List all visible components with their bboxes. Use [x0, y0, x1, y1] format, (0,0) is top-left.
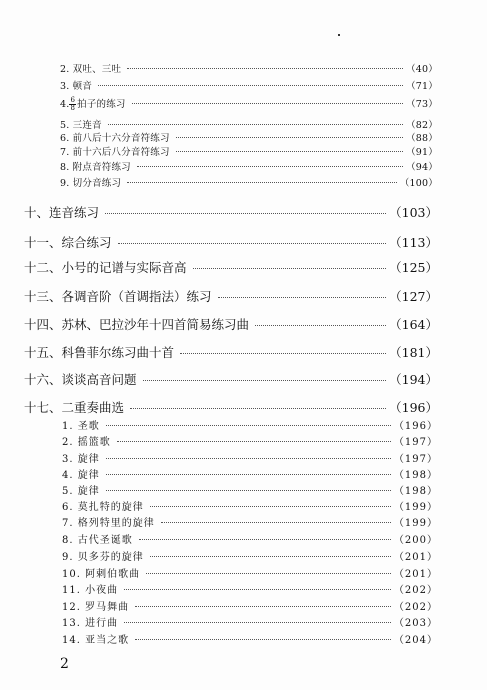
- toc-page: （198）: [393, 470, 438, 481]
- item-text: 拍子的练习: [77, 99, 126, 110]
- toc-section[interactable]: [24, 398, 438, 416]
- toc-label: 9. 贝多芬的旋律: [62, 552, 144, 563]
- toc-page: （73）: [406, 99, 438, 110]
- item-number: 4.: [60, 99, 70, 110]
- toc-label: 2. 摇篮歌: [62, 437, 111, 448]
- toc-duet-item[interactable]: [62, 581, 438, 596]
- toc-label: 11. 小夜曲: [62, 585, 119, 596]
- dot-leader: [106, 474, 391, 475]
- toc-subitem[interactable]: [60, 96, 438, 112]
- toc-page: （125）: [389, 260, 438, 275]
- toc-page: （202）: [393, 585, 438, 596]
- toc-page: （91）: [406, 147, 438, 158]
- toc-duet-item[interactable]: [62, 531, 438, 546]
- dot-leader: [98, 85, 403, 86]
- toc-subitem[interactable]: [60, 175, 438, 189]
- dot-leader: [106, 458, 391, 459]
- toc-label: 9. 切分音练习: [60, 178, 122, 189]
- toc-page: （200）: [393, 535, 438, 546]
- toc-section[interactable]: [24, 258, 438, 276]
- dot-leader: [132, 103, 403, 104]
- toc-label: 8. 附点音符练习: [60, 162, 131, 173]
- toc-label: 7. 前十六后八分音符练习: [60, 147, 170, 158]
- toc-subitem[interactable]: [60, 159, 438, 173]
- toc-duet-item[interactable]: [62, 433, 438, 448]
- toc-label: 十六、谈谈高音问题: [24, 372, 137, 387]
- dot-leader: [130, 408, 386, 409]
- dot-leader: [143, 380, 387, 381]
- toc-label: 8. 古代圣诞歌: [62, 535, 133, 546]
- toc-page: （82）: [406, 120, 438, 131]
- toc-section[interactable]: [24, 203, 438, 221]
- toc-duet-item[interactable]: [62, 548, 438, 563]
- toc-label: 3. 顿音: [60, 81, 93, 92]
- fraction-numerator: 6: [70, 96, 76, 104]
- dot-leader: [180, 353, 386, 354]
- dot-leader: [127, 182, 397, 183]
- toc-page: （198）: [393, 486, 438, 497]
- toc-page: （100）: [399, 178, 438, 189]
- toc-label: 7. 格列特里的旋律: [62, 518, 155, 529]
- toc-page: （197）: [393, 437, 438, 448]
- dot-leader: [176, 137, 403, 138]
- scan-dot: [338, 34, 340, 36]
- dot-leader: [135, 606, 391, 607]
- toc-page: （199）: [393, 502, 438, 513]
- toc-duet-item[interactable]: [62, 514, 438, 529]
- dot-leader: [193, 268, 387, 269]
- toc-label: 十二、小号的记谱与实际音高: [24, 260, 187, 275]
- dot-leader: [135, 639, 391, 640]
- toc-duet-item[interactable]: [62, 450, 438, 465]
- toc-label: 1. 圣歌: [62, 421, 100, 432]
- dot-leader: [255, 325, 386, 326]
- dot-leader: [106, 425, 391, 426]
- fraction-denominator: 8: [70, 104, 76, 112]
- dot-leader: [150, 506, 391, 507]
- toc-section[interactable]: [24, 370, 438, 388]
- toc-label: 2. 双吐、三吐: [60, 64, 122, 75]
- toc-page: （94）: [406, 162, 438, 173]
- toc-page: （88）: [406, 133, 438, 144]
- toc-page: （181）: [389, 345, 438, 360]
- toc-duet-item[interactable]: [62, 498, 438, 513]
- time-signature-fraction: [69, 97, 76, 112]
- toc-label: 十七、二重奏曲选: [24, 400, 125, 415]
- toc-page: （204）: [393, 635, 438, 646]
- toc-page: （197）: [393, 454, 438, 465]
- toc-label: 十五、科鲁菲尔练习曲十首: [24, 345, 175, 360]
- toc-duet-item[interactable]: [62, 614, 438, 629]
- toc-section[interactable]: [24, 315, 438, 333]
- toc-label: 5. 旋律: [62, 486, 100, 497]
- dot-leader: [105, 213, 386, 214]
- toc-page: （103）: [389, 205, 438, 220]
- dot-leader: [106, 490, 391, 491]
- toc-label: 十三、各调音阶（首调指法）练习: [24, 289, 212, 304]
- toc-label: 12. 罗马舞曲: [62, 602, 130, 613]
- dot-leader: [176, 151, 403, 152]
- page-number: 2: [60, 656, 69, 672]
- toc-page: （113）: [389, 235, 438, 250]
- toc-label: 13. 进行曲: [62, 618, 119, 629]
- toc-page: （196）: [393, 421, 438, 432]
- toc-subitem[interactable]: [60, 144, 438, 158]
- dot-leader: [124, 622, 391, 623]
- dot-leader: [139, 539, 391, 540]
- toc-label: 3. 旋律: [62, 454, 100, 465]
- dot-leader: [124, 589, 391, 590]
- toc-page: （203）: [393, 618, 438, 629]
- toc-label: 4. 旋律: [62, 470, 100, 481]
- dot-leader: [218, 297, 387, 298]
- toc-duet-item[interactable]: [62, 482, 438, 497]
- dot-leader: [127, 68, 403, 69]
- toc-section[interactable]: [24, 233, 438, 251]
- toc-page: （71）: [406, 81, 438, 92]
- toc-duet-item[interactable]: [62, 466, 438, 481]
- toc-label: 5. 三连音: [60, 120, 102, 131]
- toc-page: （202）: [393, 602, 438, 613]
- dot-leader: [146, 573, 391, 574]
- toc-subitem[interactable]: [60, 61, 438, 75]
- toc-label: 14. 亚当之歌: [62, 635, 130, 646]
- toc-label: 十、连音练习: [24, 205, 100, 220]
- toc-duet-item[interactable]: [62, 417, 438, 432]
- toc-label: 10. 阿剌伯歌曲: [62, 569, 141, 580]
- toc-label: 十四、苏林、巴拉沙年十四首简易练习曲: [24, 317, 250, 332]
- toc-label: 十一、综合练习: [24, 235, 112, 250]
- dot-leader: [137, 166, 403, 167]
- dot-leader: [150, 556, 391, 557]
- toc-page: （196）: [389, 400, 438, 415]
- toc-duet-item[interactable]: [62, 598, 438, 613]
- toc-page: （201）: [393, 569, 438, 580]
- toc-page: （199）: [393, 518, 438, 529]
- toc-subitem[interactable]: [60, 130, 438, 144]
- toc-page: （164）: [389, 317, 438, 332]
- toc-label: [60, 96, 130, 112]
- toc-section[interactable]: [24, 343, 438, 361]
- dot-leader: [108, 124, 403, 125]
- dot-leader: [118, 243, 387, 244]
- toc-page: （127）: [389, 289, 438, 304]
- toc-label: 6. 莫扎特的旋律: [62, 502, 144, 513]
- toc-section[interactable]: [24, 287, 438, 305]
- toc-subitem[interactable]: [60, 78, 438, 92]
- toc-page: （201）: [393, 552, 438, 563]
- toc-label: 6. 前八后十六分音符练习: [60, 133, 170, 144]
- dot-leader: [161, 522, 391, 523]
- toc-subitem[interactable]: [60, 117, 438, 131]
- toc-duet-item[interactable]: [62, 565, 438, 580]
- toc-duet-item[interactable]: [62, 631, 438, 646]
- toc-page: （40）: [406, 64, 438, 75]
- dot-leader: [117, 441, 391, 442]
- toc-page: （194）: [389, 372, 438, 387]
